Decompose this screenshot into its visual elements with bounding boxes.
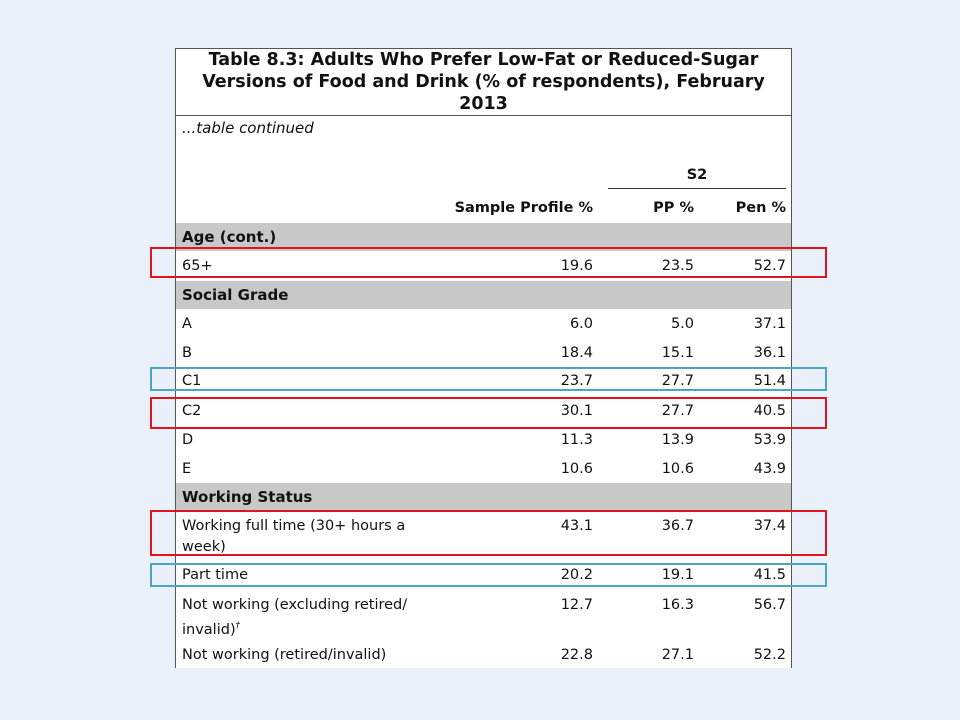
s2-group-header: S2 bbox=[686, 167, 708, 183]
cell-pp: 27.7 bbox=[661, 403, 694, 419]
cell-sample: 43.1 bbox=[560, 518, 593, 534]
table-continued-note: ...table continued bbox=[182, 119, 314, 137]
row-label: C2 bbox=[182, 403, 202, 419]
cell-pen: 37.1 bbox=[753, 316, 786, 332]
row-label: E bbox=[182, 461, 192, 477]
col-header-pen: Pen % bbox=[735, 200, 786, 216]
section-social-grade bbox=[176, 281, 791, 309]
row-label-text: Not working (excluding retired/ invalid) bbox=[182, 597, 408, 638]
highlight-box-blue-part-time bbox=[150, 563, 827, 587]
cell-pen: 52.2 bbox=[753, 647, 786, 663]
cell-sample: 20.2 bbox=[560, 567, 593, 583]
cell-pp: 13.9 bbox=[661, 432, 694, 448]
cell-pen: 53.9 bbox=[753, 432, 786, 448]
table-title-line1: Table 8.3: Adults Who Prefer Low-Fat or Reduced-Sugar bbox=[208, 50, 759, 70]
s2-group-rule bbox=[608, 188, 786, 189]
cell-pen: 43.9 bbox=[753, 461, 786, 477]
highlight-box-red-full-time bbox=[150, 510, 827, 556]
cell-sample: 22.8 bbox=[560, 647, 593, 663]
cell-sample: 10.6 bbox=[560, 461, 593, 477]
table-title-line2: Versions of Food and Drink (% of respondents), February 2013 bbox=[202, 72, 765, 114]
cell-pp: 15.1 bbox=[661, 345, 694, 361]
row-label: 65+ bbox=[182, 258, 213, 274]
row-label: B bbox=[182, 345, 192, 361]
col-header-sample-profile: Sample Profile % bbox=[454, 200, 593, 216]
row-label bbox=[182, 595, 442, 641]
row-label: Not working (retired/invalid) bbox=[182, 647, 387, 663]
row-label: A bbox=[182, 316, 192, 332]
section-working-status-label: Working Status bbox=[182, 488, 313, 506]
cell-sample: 23.7 bbox=[560, 373, 593, 389]
row-label: Part time bbox=[182, 567, 248, 583]
highlight-box-red-c2 bbox=[150, 397, 827, 429]
cell-sample: 12.7 bbox=[560, 597, 593, 613]
cell-pp: 23.5 bbox=[661, 258, 694, 274]
footnote-dagger: † bbox=[235, 621, 241, 631]
section-working-status bbox=[176, 483, 791, 511]
highlight-box-blue-c1 bbox=[150, 367, 827, 391]
col-header-pp: PP % bbox=[653, 200, 694, 216]
cell-pen: 40.5 bbox=[753, 403, 786, 419]
section-age-label: Age (cont.) bbox=[182, 228, 277, 246]
row-label: D bbox=[182, 432, 194, 448]
section-social-grade-label: Social Grade bbox=[182, 286, 289, 304]
cell-pen: 36.1 bbox=[753, 345, 786, 361]
row-label: C1 bbox=[182, 373, 202, 389]
cell-sample: 6.0 bbox=[569, 316, 593, 332]
highlight-box-red-65plus bbox=[150, 247, 827, 278]
cell-pp: 36.7 bbox=[661, 518, 694, 534]
cell-pp: 5.0 bbox=[670, 316, 694, 332]
cell-sample: 11.3 bbox=[560, 432, 593, 448]
cell-pp: 19.1 bbox=[661, 567, 694, 583]
cell-pen: 37.4 bbox=[753, 518, 786, 534]
cell-sample: 19.6 bbox=[560, 258, 593, 274]
cell-pen: 56.7 bbox=[753, 597, 786, 613]
cell-pp: 10.6 bbox=[661, 461, 694, 477]
cell-sample: 18.4 bbox=[560, 345, 593, 361]
cell-pp: 27.7 bbox=[661, 373, 694, 389]
cell-pen: 51.4 bbox=[753, 373, 786, 389]
table-title bbox=[176, 49, 791, 116]
cell-pen: 52.7 bbox=[753, 258, 786, 274]
cell-pp: 27.1 bbox=[661, 647, 694, 663]
cell-pp: 16.3 bbox=[661, 597, 694, 613]
cell-pen: 41.5 bbox=[753, 567, 786, 583]
row-label: Working full time (30+ hours a week) bbox=[182, 518, 406, 555]
cell-sample: 30.1 bbox=[560, 403, 593, 419]
